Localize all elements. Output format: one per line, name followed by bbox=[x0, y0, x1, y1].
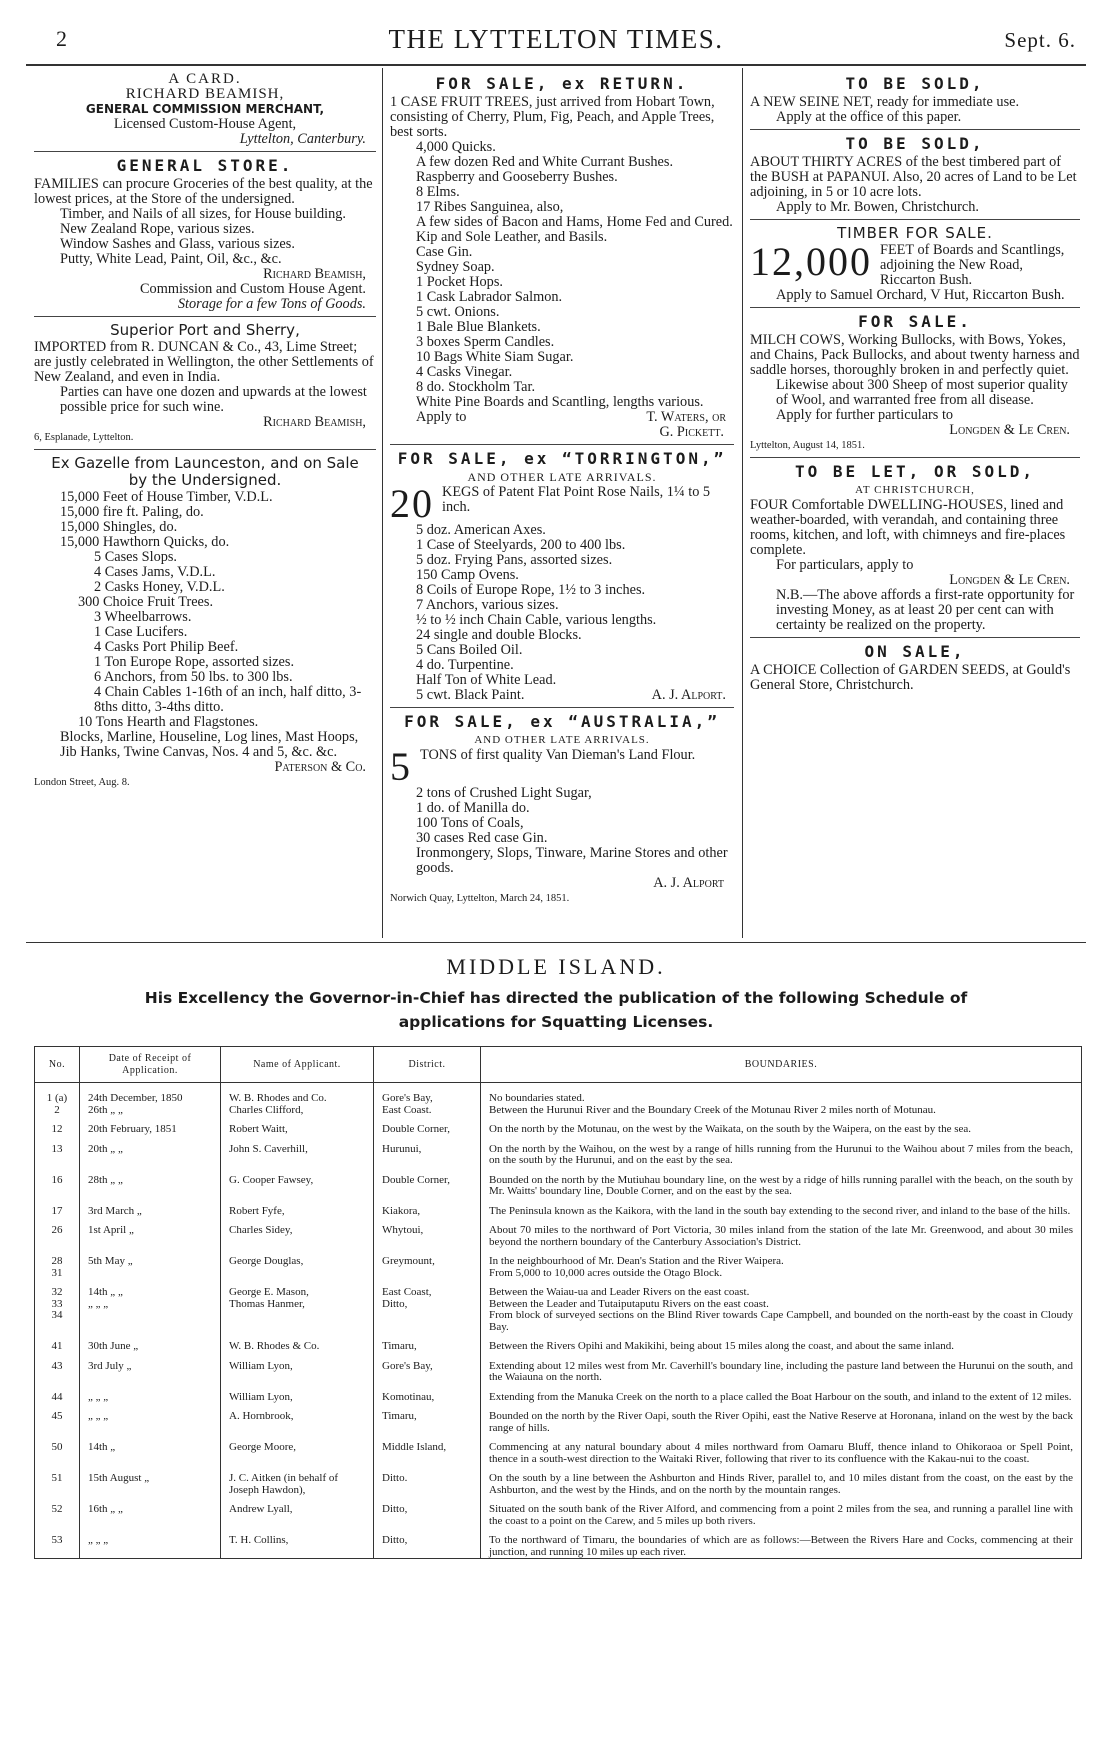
let-heading: TO BE LET, OR SOLD, bbox=[794, 462, 1036, 481]
table-row bbox=[35, 1198, 1082, 1218]
onsale-heading: ON SALE, bbox=[864, 642, 966, 661]
seine-heading: TO BE SOLD, bbox=[845, 74, 985, 93]
table-row bbox=[35, 1136, 1082, 1167]
torrington-item: 5 cwt. Black Paint. bbox=[416, 687, 525, 703]
return-item: 1 Pocket Hops. bbox=[416, 274, 503, 290]
australia-lead: TONS of first quality Van Dieman's Land Flour. bbox=[420, 747, 696, 763]
card-role: GENERAL COMMISSION MERCHANT, bbox=[85, 102, 325, 116]
ad-port-sherry bbox=[34, 323, 376, 450]
cell-no: 50 bbox=[35, 1434, 80, 1465]
header-date: Date of Receipt of Application. bbox=[80, 1047, 221, 1083]
header-boundaries: BOUNDARIES. bbox=[481, 1047, 1082, 1083]
sherry-body-2: Parties can have one dozen and upwards at the lowest possible price for such wine. bbox=[60, 384, 367, 415]
return-item: Kip and Sole Leather, and Basils. bbox=[416, 229, 608, 245]
gazelle-item: 10 Tons Hearth and Flagstones. bbox=[78, 714, 259, 730]
seine-body: A NEW SEINE NET, ready for immediate use. bbox=[750, 94, 1020, 110]
return-item: 1 Cask Labrador Salmon. bbox=[416, 289, 563, 305]
cell-no: 1 (a) 2 bbox=[35, 1083, 80, 1117]
cell-name: Robert Waitt, bbox=[221, 1116, 374, 1136]
table-row bbox=[35, 1434, 1082, 1465]
cell-date: 14th „ bbox=[80, 1434, 221, 1465]
cell-no: 45 bbox=[35, 1403, 80, 1434]
cell-district: East Coast, Ditto, bbox=[374, 1279, 481, 1333]
masthead-rule bbox=[26, 64, 1086, 66]
torrington-heading: FOR SALE, ex “TORRINGTON,” bbox=[397, 449, 727, 468]
timber-heading: TIMBER FOR SALE. bbox=[837, 224, 993, 242]
cows-heading: FOR SALE. bbox=[858, 312, 972, 331]
torrington-item: 1 Case of Steelyards, 200 to 400 lbs. bbox=[416, 537, 626, 553]
store-line: Putty, White Lead, Paint, Oil, &c., &c. bbox=[60, 251, 282, 267]
cell-date: „ „ „ bbox=[80, 1384, 221, 1404]
return-item: 4 Casks Vinegar. bbox=[416, 364, 513, 380]
cell-no: 41 bbox=[35, 1333, 80, 1353]
cell-no: 51 bbox=[35, 1465, 80, 1496]
column-divider-2 bbox=[742, 68, 743, 938]
gazelle-item: 300 Choice Fruit Trees. bbox=[78, 594, 214, 610]
store-line: Window Sashes and Glass, various sizes. bbox=[60, 236, 295, 252]
let-body: FOUR Comfortable DWELLING-HOUSES, lined and weather-boarded, with verandah, and containing three rooms, kitchen, and loft, with chimneys and fire-places complete. bbox=[750, 497, 1066, 558]
ad-gazelle bbox=[34, 456, 376, 794]
card-agent: Licensed Custom-House Agent, bbox=[113, 116, 297, 132]
card-name: RICHARD BEAMISH, bbox=[125, 86, 285, 102]
australia-item: 2 tons of Crushed Light Sugar, bbox=[416, 785, 592, 801]
cell-no: 44 bbox=[35, 1384, 80, 1404]
gazelle-heading-2: by the Undersigned. bbox=[128, 471, 282, 489]
gazelle-item: 4 Casks Port Philip Beef. bbox=[94, 639, 239, 655]
torrington-sub: AND OTHER LATE ARRIVALS. bbox=[467, 470, 657, 484]
column-1 bbox=[34, 72, 376, 800]
cell-date: 16th „ „ bbox=[80, 1496, 221, 1527]
cell-district: Greymount, bbox=[374, 1248, 481, 1279]
return-item: 4,000 Quicks. bbox=[416, 139, 496, 155]
cell-date: 30th June „ bbox=[80, 1333, 221, 1353]
cell-date: 1st April „ bbox=[80, 1217, 221, 1248]
cell-no: 32 33 34 bbox=[35, 1279, 80, 1333]
store-signature-role: Commission and Custom House Agent. bbox=[140, 281, 366, 297]
ad-bush-papanui bbox=[750, 136, 1080, 220]
cell-district: Timaru, bbox=[374, 1333, 481, 1353]
gazelle-item: 15,000 fire ft. Paling, do. bbox=[60, 504, 204, 520]
return-item: Case Gin. bbox=[416, 244, 473, 260]
cell-date: „ „ „ bbox=[80, 1403, 221, 1434]
ad-ex-torrington bbox=[390, 451, 734, 708]
cell-boundaries: On the south by a line between the Ashburton and Hinds River, parallel to, and 10 miles distant from the coast, on the east by the Ashburton, and the west by the Hinds, and on the north by the mountain ranges. bbox=[481, 1465, 1082, 1496]
gazelle-item: 15,000 Feet of House Timber, V.D.L. bbox=[60, 489, 273, 505]
torrington-item: 4 do. Turpentine. bbox=[416, 657, 514, 673]
cell-date: 20th February, 1851 bbox=[80, 1116, 221, 1136]
australia-address: Norwich Quay, Lyttelton, March 24, 1851. bbox=[390, 893, 570, 904]
table-row bbox=[35, 1217, 1082, 1248]
gazelle-item: 5 Cases Slops. bbox=[94, 549, 178, 565]
store-line: Timber, and Nails of all sizes, for House building. bbox=[60, 206, 346, 222]
gazelle-item: 15,000 Hawthorn Quicks, do. bbox=[60, 534, 230, 550]
cell-district: Ditto. bbox=[374, 1465, 481, 1496]
cell-district: Komotinau, bbox=[374, 1384, 481, 1404]
australia-footer: Ironmongery, Slops, Tinware, Marine Stores and other goods. bbox=[416, 845, 728, 876]
store-line: New Zealand Rope, various sizes. bbox=[60, 221, 255, 237]
store-signature: Richard Beamish, bbox=[263, 266, 366, 282]
cell-no: 16 bbox=[35, 1167, 80, 1198]
cows-body: MILCH COWS, Working Bullocks, with Bows, Yokes, and Chains, Pack Bullocks, and about twenty harness and saddle horses, thoroughly broken in and perfectly quiet. bbox=[750, 332, 1080, 378]
gazelle-address: London Street, Aug. 8. bbox=[34, 777, 130, 788]
cell-name: George Douglas, bbox=[221, 1248, 374, 1279]
column-2 bbox=[390, 72, 734, 916]
return-item: A few dozen Red and White Currant Bushes. bbox=[416, 154, 674, 170]
cell-boundaries: About 70 miles to the northward of Port Victoria, 30 miles inland from the station of the late Mr. Greenwood, and about 30 miles beyond the northern boundary of the Canterbury Association's District. bbox=[481, 1217, 1082, 1248]
cell-name: A. Hornbrook, bbox=[221, 1403, 374, 1434]
return-item: 5 cwt. Onions. bbox=[416, 304, 500, 320]
cell-district: Hurunui, bbox=[374, 1136, 481, 1167]
cell-district: Gore's Bay, East Coast. bbox=[374, 1083, 481, 1117]
table-row bbox=[35, 1465, 1082, 1496]
cell-no: 26 bbox=[35, 1217, 80, 1248]
torrington-lead-number: 20 bbox=[390, 481, 434, 526]
cell-district: Double Corner, bbox=[374, 1167, 481, 1198]
table-row bbox=[35, 1527, 1082, 1559]
gazelle-item: 1 Ton Europe Rope, assorted sizes. bbox=[94, 654, 295, 670]
cell-date: 5th May „ bbox=[80, 1248, 221, 1279]
middle-island-section bbox=[26, 954, 1086, 1034]
cell-district: Double Corner, bbox=[374, 1116, 481, 1136]
gazelle-item: 6 Anchors, from 50 lbs. to 300 lbs. bbox=[94, 669, 293, 685]
cell-name: Charles Sidey, bbox=[221, 1217, 374, 1248]
cows-apply: Apply for further particulars to bbox=[776, 407, 954, 423]
let-note: N.B.—The above affords a first-rate opportunity for investing Money, as at least 20 per cent can with certainty be realized on the property. bbox=[776, 587, 1075, 633]
let-sub: AT CHRISTCHURCH, bbox=[855, 484, 975, 496]
timber-quantity: 12,000 bbox=[750, 239, 872, 284]
gazelle-footer: Blocks, Marline, Houseline, Log lines, Mast Hoops, Jib Hanks, Twine Canvas, Nos. 4 and 5, &c. &c. bbox=[60, 729, 359, 760]
cell-district: Kiakora, bbox=[374, 1198, 481, 1218]
torrington-item: 24 single and double Blocks. bbox=[416, 627, 582, 643]
torrington-item: 5 doz. Frying Pans, assorted sizes. bbox=[416, 552, 613, 568]
header-district: District. bbox=[374, 1047, 481, 1083]
bush-apply: Apply to Mr. Bowen, Christchurch. bbox=[776, 199, 979, 215]
cell-name: William Lyon, bbox=[221, 1384, 374, 1404]
cell-name: John S. Caverhill, bbox=[221, 1136, 374, 1167]
store-line: FAMILIES can procure Groceries of the best quality, at the lowest prices, at the Store of the undersigned. bbox=[34, 176, 373, 207]
cell-boundaries: To the northward of Timaru, the boundaries of which are as follows:—Between the Rivers Hare and Cocks, commencing at their junction, and running 10 miles up each river. bbox=[481, 1527, 1082, 1559]
table-row bbox=[35, 1353, 1082, 1384]
cell-boundaries: Commencing at any natural boundary about 4 miles northward from Oamaru Bluff, thence inland to Ohikoraoa or Spell Point, thence in a south-west direction to the Waitaki River, following that river to its confluence with the Kakau-nui to the coast. bbox=[481, 1434, 1082, 1465]
cell-no: 43 bbox=[35, 1353, 80, 1384]
cell-district: Gore's Bay, bbox=[374, 1353, 481, 1384]
bush-body: ABOUT THIRTY ACRES of the best timbered part of the BUSH at PAPANUI. Also, 20 acres of Land to be Let adjoining, in 5 or 10 acre lots. bbox=[750, 154, 1077, 200]
middle-island-subtitle: His Excellency the Governor-in-Chief has directed the publication of the following Schedule of applications for Squatting Licenses. bbox=[144, 989, 968, 1031]
return-apply-row bbox=[390, 410, 734, 425]
return-item: Raspberry and Gooseberry Bushes. bbox=[416, 169, 618, 185]
table-row bbox=[35, 1116, 1082, 1136]
cell-district: Whytoui, bbox=[374, 1217, 481, 1248]
table-row bbox=[35, 1403, 1082, 1434]
torrington-last-row bbox=[390, 688, 734, 703]
store-heading: GENERAL STORE. bbox=[116, 156, 294, 175]
cell-boundaries: Bounded on the north by the River Oapi, south the River Opihi, east the Native Reserve at Horonana, inland on the west by the back range of hills. bbox=[481, 1403, 1082, 1434]
cell-boundaries: Bounded on the north by the Mutiuhau boundary line, on the west by a ridge of hills running parallel with the beach, on the south by Mr. Waitts' boundary line, Double Corner, and on the east by the sea. bbox=[481, 1167, 1082, 1198]
gazelle-signature: Paterson & Co. bbox=[274, 759, 366, 775]
return-apply: Apply to bbox=[416, 409, 467, 425]
store-storage: Storage for a few Tons of Goods. bbox=[177, 296, 366, 312]
cell-name: George E. Mason, Thomas Hanmer, bbox=[221, 1279, 374, 1333]
cell-no: 13 bbox=[35, 1136, 80, 1167]
torrington-item: 5 doz. American Axes. bbox=[416, 522, 546, 538]
column-divider-1 bbox=[382, 68, 383, 938]
ad-ex-return bbox=[390, 76, 734, 445]
cell-boundaries: Extending from the Manuka Creek on the north to a place called the Boat Harbour on the south, and inland to the extent of 12 miles. bbox=[481, 1384, 1082, 1404]
squatting-licenses-table bbox=[34, 1046, 1082, 1559]
section-rule bbox=[26, 942, 1086, 943]
return-item: White Pine Boards and Scantling, lengths various. bbox=[416, 394, 704, 410]
cows-address: Lyttelton, August 14, 1851. bbox=[750, 440, 865, 451]
cell-date: 20th „ „ bbox=[80, 1136, 221, 1167]
ad-garden-seeds bbox=[750, 644, 1080, 697]
card-place: Lyttelton, Canterbury. bbox=[239, 131, 366, 147]
let-apply: For particulars, apply to bbox=[776, 557, 914, 573]
cell-district: Ditto, bbox=[374, 1527, 481, 1559]
gazelle-item: 4 Chain Cables 1-16th of an inch, half ditto, 3-8ths ditto, 3-4ths ditto. bbox=[94, 684, 362, 715]
table-header-row bbox=[35, 1047, 1082, 1083]
table-row bbox=[35, 1333, 1082, 1353]
ad-seine-net bbox=[750, 76, 1080, 130]
cell-name: W. B. Rhodes & Co. bbox=[221, 1333, 374, 1353]
torrington-item: 7 Anchors, various sizes. bbox=[416, 597, 559, 613]
cell-date: 3rd July „ bbox=[80, 1353, 221, 1384]
cell-district: Timaru, bbox=[374, 1403, 481, 1434]
cell-no: 17 bbox=[35, 1198, 80, 1218]
australia-item: 100 Tons of Coals, bbox=[416, 815, 524, 831]
torrington-item: 150 Camp Ovens. bbox=[416, 567, 519, 583]
table-body bbox=[35, 1083, 1082, 1559]
return-heading: FOR SALE, ex RETURN. bbox=[435, 74, 689, 93]
gazelle-item: 1 Case Lucifers. bbox=[94, 624, 188, 640]
return-item: 8 do. Stockholm Tar. bbox=[416, 379, 536, 395]
cell-name: George Moore, bbox=[221, 1434, 374, 1465]
gazelle-item: 3 Wheelbarrows. bbox=[94, 609, 192, 625]
table-row bbox=[35, 1496, 1082, 1527]
sherry-signature: Richard Beamish, bbox=[263, 414, 366, 430]
table-row bbox=[35, 1083, 1082, 1117]
gazelle-heading: Ex Gazelle from Launceston, and on Sale bbox=[51, 454, 359, 472]
table-row bbox=[35, 1248, 1082, 1279]
cell-date: 3rd March „ bbox=[80, 1198, 221, 1218]
cell-no: 52 bbox=[35, 1496, 80, 1527]
return-lead: 1 CASE FRUIT TREES, just arrived from Hobart Town, consisting of Cherry, Plum, Fig, Peach, and Apple Trees, best sorts. bbox=[390, 94, 715, 140]
cell-boundaries: In the neighbourhood of Mr. Dean's Station and the River Waipera. From 5,000 to 10,000 acres outside the Otago Block. bbox=[481, 1248, 1082, 1279]
sherry-heading: Superior Port and Sherry, bbox=[110, 321, 300, 339]
table-row bbox=[35, 1384, 1082, 1404]
australia-lead-number: 5 bbox=[390, 744, 412, 789]
australia-sub: AND OTHER LATE ARRIVALS. bbox=[474, 734, 650, 746]
seine-apply: Apply at the office of this paper. bbox=[776, 109, 962, 125]
header-name: Name of Applicant. bbox=[221, 1047, 374, 1083]
ad-card bbox=[34, 72, 376, 152]
torrington-item: Half Ton of White Lead. bbox=[416, 672, 557, 688]
return-item: 1 Bale Blue Blankets. bbox=[416, 319, 541, 335]
return-item: 10 Bags White Siam Sugar. bbox=[416, 349, 574, 365]
cell-district: Ditto, bbox=[374, 1496, 481, 1527]
cell-boundaries: The Peninsula known as the Kaikora, with the land in the south bay extending to the second river, and inland to the base of the hills. bbox=[481, 1198, 1082, 1218]
torrington-lead: KEGS of Patent Flat Point Rose Nails, 1¼ to 5 inch. bbox=[442, 484, 711, 515]
australia-item: 30 cases Red case Gin. bbox=[416, 830, 548, 846]
return-signature-1: T. Waters, or bbox=[646, 409, 726, 425]
cell-name: Robert Fyfe, bbox=[221, 1198, 374, 1218]
issue-date: Sept. 6. bbox=[1004, 28, 1076, 52]
let-signature: Longden & Le Cren. bbox=[949, 572, 1070, 588]
ad-let-or-sold bbox=[750, 464, 1080, 638]
onsale-body: A CHOICE Collection of GARDEN SEEDS, at Gould's General Store, Christchurch. bbox=[750, 662, 1071, 693]
cell-date: 15th August „ bbox=[80, 1465, 221, 1496]
table-row bbox=[35, 1279, 1082, 1333]
newspaper-title: THE LYTTELTON TIMES. bbox=[388, 24, 724, 54]
header-no: No. bbox=[35, 1047, 80, 1083]
torrington-signature: A. J. Alport. bbox=[651, 687, 726, 703]
sherry-address: 6, Esplanade, Lyttelton. bbox=[34, 432, 134, 443]
torrington-item: 8 Coils of Europe Rope, 1½ to 3 inches. bbox=[416, 582, 646, 598]
cell-boundaries: On the north by the Waihou, on the west by a range of hills running from the Hurunui to the Waihou about 7 miles from the beach, on the south by the Hurunui, and on the east by the sea. bbox=[481, 1136, 1082, 1167]
cell-name: Andrew Lyall, bbox=[221, 1496, 374, 1527]
cell-boundaries: Between the Waiau-ua and Leader Rivers on the east coast. Between the Leader and Tutaiputaputu Rivers on the east coast. From block of surveyed sections on the Blind River towards Cape Campbell, and bounded on the north-east by the coast in Cloudy Bay. bbox=[481, 1279, 1082, 1333]
cell-boundaries: On the north by the Motunau, on the west by the Waikata, on the south by the Waipera, on the east by the sea. bbox=[481, 1116, 1082, 1136]
column-3 bbox=[750, 72, 1080, 703]
cell-name: T. H. Collins, bbox=[221, 1527, 374, 1559]
torrington-item: 5 Cans Boiled Oil. bbox=[416, 642, 523, 658]
return-item: 3 boxes Sperm Candles. bbox=[416, 334, 555, 350]
cell-boundaries: Situated on the south bank of the River Alford, and commencing from a point 2 miles from the sea, and running a parallel line with the coast to a point on the Carew, and 5 miles up both rivers. bbox=[481, 1496, 1082, 1527]
australia-signature: A. J. Alport bbox=[653, 875, 724, 891]
ad-general-store bbox=[34, 158, 376, 317]
cows-body-2: Likewise about 300 Sheep of most superior quality of Wool, and warranted free from all disease. bbox=[776, 377, 1068, 408]
timber-apply: Apply to Samuel Orchard, V Hut, Riccarton Bush. bbox=[776, 287, 1065, 303]
cell-district: Middle Island, bbox=[374, 1434, 481, 1465]
cell-name: William Lyon, bbox=[221, 1353, 374, 1384]
cell-boundaries: Between the Rivers Opihi and Makikihi, being about 15 miles along the coast, and about the same inland. bbox=[481, 1333, 1082, 1353]
australia-item: 1 do. of Manilla do. bbox=[416, 800, 530, 816]
page-number: 2 bbox=[56, 26, 67, 51]
masthead bbox=[26, 24, 1086, 58]
cows-signature: Longden & Le Cren. bbox=[949, 422, 1070, 438]
return-item: A few sides of Bacon and Hams, Home Fed and Cured. bbox=[416, 214, 733, 230]
ad-ex-australia bbox=[390, 714, 734, 910]
cell-no: 12 bbox=[35, 1116, 80, 1136]
cell-no: 28 31 bbox=[35, 1248, 80, 1279]
australia-heading: FOR SALE, ex “AUSTRALIA,” bbox=[404, 712, 720, 731]
cell-boundaries: No boundaries stated. Between the Hurunui River and the Boundary Creek of the Motunau River 2 miles north of Motunau. bbox=[481, 1083, 1082, 1117]
cell-name: W. B. Rhodes and Co. Charles Clifford, bbox=[221, 1083, 374, 1117]
timber-body: FEET of Boards and Scantlings, adjoining the New Road, Riccarton Bush. bbox=[880, 242, 1065, 288]
return-item: 17 Ribes Sanguinea, also, bbox=[416, 199, 564, 215]
return-item: 8 Elms. bbox=[416, 184, 460, 200]
return-signature-2: G. Pickett. bbox=[659, 424, 724, 440]
cell-date: „ „ „ bbox=[80, 1527, 221, 1559]
return-item: Sydney Soap. bbox=[416, 259, 495, 275]
cell-date: 14th „ „ „ „ „ bbox=[80, 1279, 221, 1333]
bush-heading: TO BE SOLD, bbox=[845, 134, 985, 153]
cell-date: 28th „ „ bbox=[80, 1167, 221, 1198]
ad-milch-cows bbox=[750, 314, 1080, 458]
cell-date: 24th December, 1850 26th „ „ bbox=[80, 1083, 221, 1117]
ad-timber-for-sale bbox=[750, 226, 1080, 308]
newspaper-page bbox=[26, 16, 1086, 1752]
cell-boundaries: Extending about 12 miles west from Mr. Caverhill's boundary line, including the pasture land between the Hurunui on the south, and the Waiauna on the north. bbox=[481, 1353, 1082, 1384]
cell-name: J. C. Aitken (in behalf of Joseph Hawdon), bbox=[221, 1465, 374, 1496]
middle-island-title: MIDDLE ISLAND. bbox=[446, 954, 666, 979]
cell-name: G. Cooper Fawsey, bbox=[221, 1167, 374, 1198]
sherry-body: IMPORTED from R. DUNCAN & Co., 43, Lime Street; are justly celebrated in Wellington, the other Settlements of New Zealand, and even in India. bbox=[34, 339, 374, 385]
gazelle-item: 4 Cases Jams, V.D.L. bbox=[94, 564, 216, 580]
table-row bbox=[35, 1167, 1082, 1198]
card-heading: A CARD. bbox=[168, 71, 242, 87]
gazelle-item: 15,000 Shingles, do. bbox=[60, 519, 178, 535]
cell-no: 53 bbox=[35, 1527, 80, 1559]
torrington-item: ½ to ½ inch Chain Cable, various lengths. bbox=[416, 612, 657, 628]
gazelle-item: 2 Casks Honey, V.D.L. bbox=[94, 579, 225, 595]
